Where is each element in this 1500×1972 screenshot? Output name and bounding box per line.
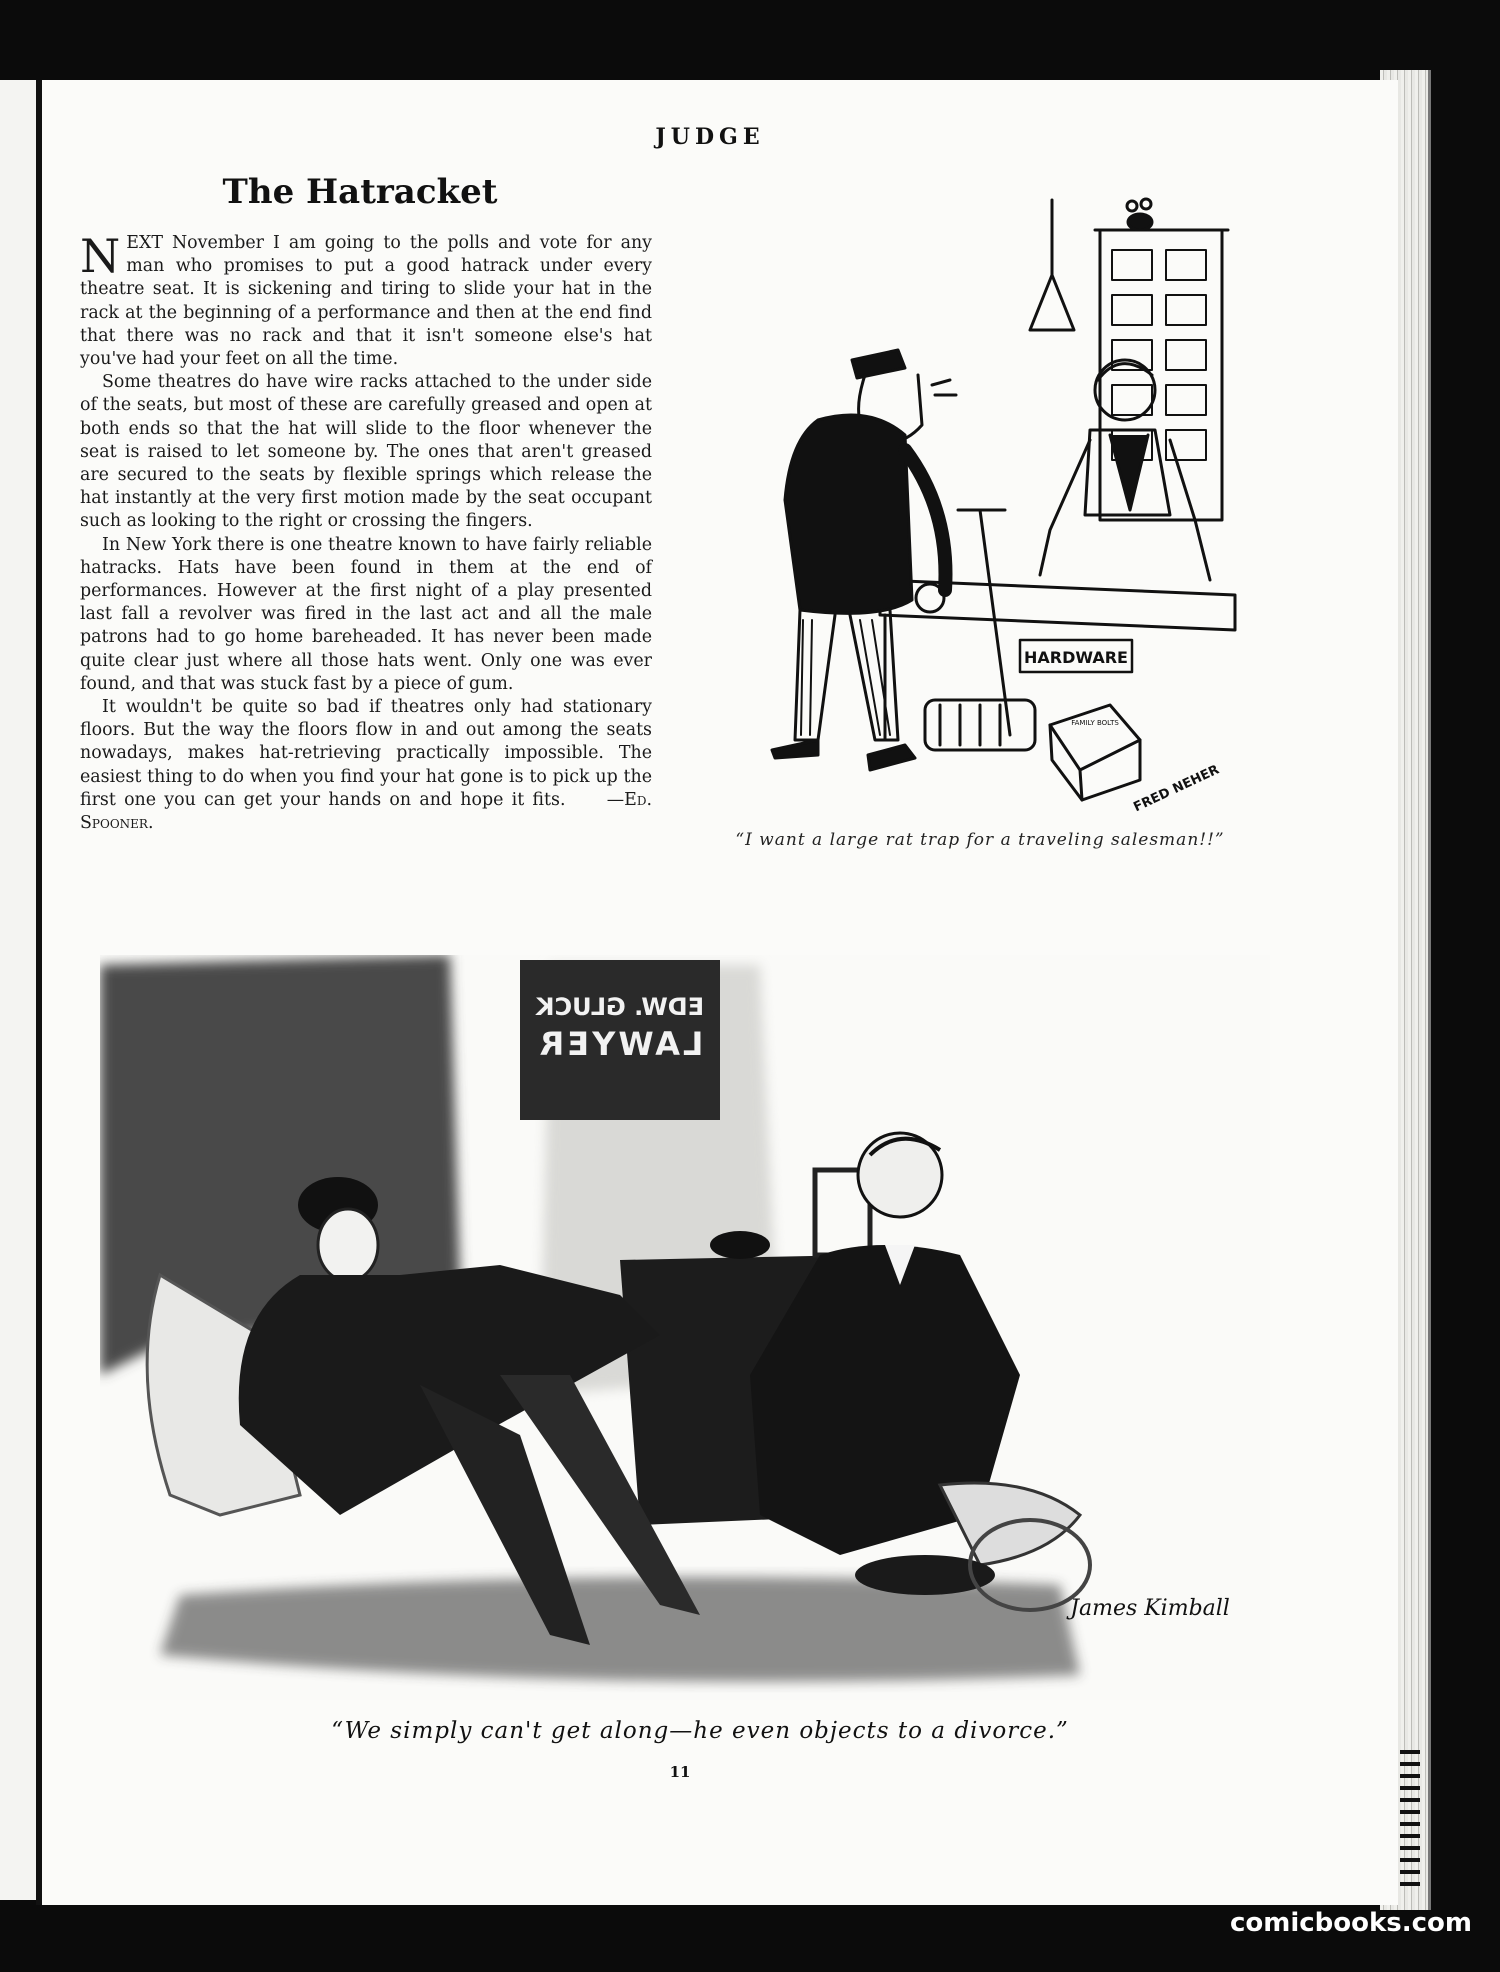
drop-cap: N xyxy=(80,229,121,283)
illustration-signature: James Kimball xyxy=(1070,1596,1230,1621)
store-counter xyxy=(880,580,1235,630)
cartoon-caption: “I want a large rat trap for a traveling salesman!!” xyxy=(735,830,1225,850)
byline: —Ed. Spooner. xyxy=(80,789,652,834)
article-paragraph: Some theatres do have wire racks attached to the under side of the seats, but most of these are carefully greased and open at both ends so that the hat will slide to the floor whenever the seat is raised to let someone by. The ones that aren't greased are secured to the seats by flexible springs which release the hat instantly at the very first motion made by the seat occupant such as looking to the right or crossing the fingers. xyxy=(80,372,652,532)
watermark: comicbooks.com xyxy=(1229,1908,1472,1938)
salesman-hat xyxy=(852,350,905,378)
cartoon-signature: FRED NEHER xyxy=(1131,762,1222,816)
article-body xyxy=(80,229,652,835)
bolts-box-label: FAMILY BOLTS xyxy=(1071,719,1119,727)
woman-face xyxy=(318,1209,378,1281)
drawer-cabinet xyxy=(1100,230,1222,520)
hanging-lamp xyxy=(1030,275,1074,330)
article-title: The Hatracket xyxy=(222,172,498,212)
hardware-store-cartoon xyxy=(700,180,1260,820)
page-number: 11 xyxy=(669,1763,691,1781)
article-paragraph: In New York there is one theatre known to have fairly reliable hatracks. Hats have been found in them at the end of performances. However at the first night of a play presented last fall a revolver was fired in the last act and all the male patrons had to go home bareheaded. It has never been made quite clear just where all those hats went. Only one was ever found, and that was stuck fast by a piece of gum. xyxy=(80,534,652,694)
first-paragraph-text: EXT November I am going to the polls and vote for any man who promises to put a good hatrack under every theatre seat. It is sickening and tiring to slide your hat in the rack at the beginning of a performance and then at the end find that there was no rack and that it isn't someone else's hat you've had your feet on all the time. xyxy=(80,233,652,370)
illustration-caption: “We simply can't get along—he even objects to a divorce.” xyxy=(331,1718,1069,1744)
magazine-header: JUDGE xyxy=(655,124,765,150)
door-sign-line1: EDW. GLUCK xyxy=(535,993,705,1021)
hardware-sign: HARDWARE xyxy=(1024,648,1128,667)
lawyer-office-illustration xyxy=(100,955,1270,1700)
article-paragraph xyxy=(80,229,652,371)
last-paragraph-text: It wouldn't be quite so bad if theatres only had stationary floors. But the way the floors flow in and out among the seats nowadays, makes hat-retrieving practically impossible. The easiest thing to do when you find your hat gone is to pick up the first one you can get your hands on and hope it fits. xyxy=(80,697,652,810)
salesman-coat xyxy=(785,415,912,613)
door-sign-line2: LAWYER xyxy=(536,1025,704,1063)
article-paragraph xyxy=(80,696,652,835)
page-edge-marks xyxy=(1400,1750,1420,1890)
